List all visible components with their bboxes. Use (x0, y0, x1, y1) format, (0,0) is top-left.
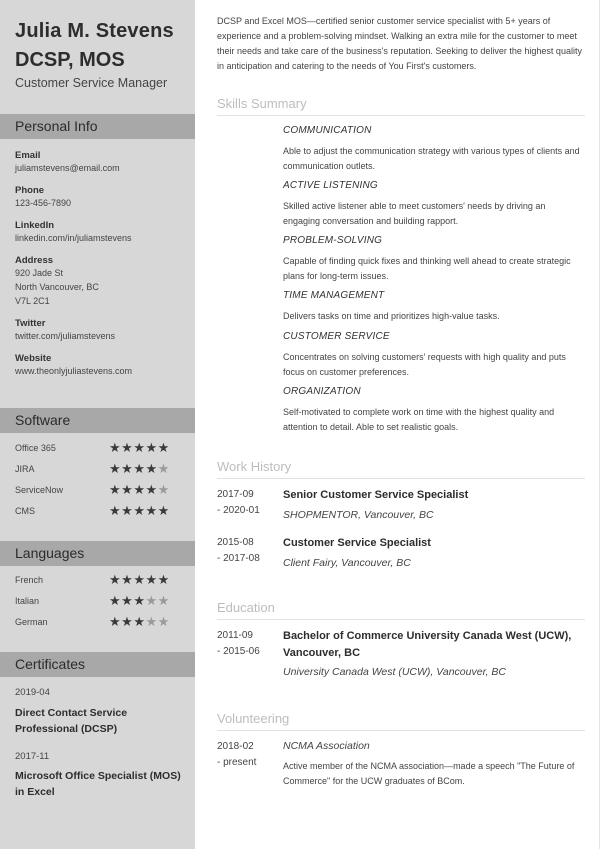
candidate-name: Julia M. Stevens (15, 20, 174, 42)
star-empty-icon: ★ (157, 461, 170, 476)
skill-name: TIME MANAGEMENT (283, 290, 385, 301)
star-filled-icon: ★ (133, 482, 146, 497)
language-name: Italian (15, 596, 40, 606)
skill-desc: Able to adjust the communication strategy with various types of clients and communication outlets. (283, 146, 580, 171)
address-label: Address (15, 255, 54, 266)
job-title: Senior Customer Service Specialist (283, 489, 469, 501)
star-filled-icon: ★ (133, 614, 146, 629)
software-name: CMS (15, 506, 35, 516)
language-name: French (15, 575, 44, 585)
star-filled-icon: ★ (109, 572, 122, 587)
star-rating (109, 483, 170, 496)
cert-name: Microsoft Office Specialist (MOS) in Excel (15, 770, 181, 798)
star-filled-icon: ★ (109, 614, 122, 629)
star-filled-icon: ★ (133, 593, 146, 608)
star-rating (109, 441, 170, 454)
software-name: JIRA (15, 464, 35, 474)
address-line3: V7L 2C1 (15, 296, 50, 306)
star-filled-icon: ★ (109, 503, 122, 518)
work-date-start: 2015-08 (217, 537, 254, 548)
website-label: Website (15, 353, 52, 364)
skill-desc: Skilled active listener able to meet customers' needs by driving an engaging conversation and building rapport. (283, 201, 546, 226)
star-filled-icon: ★ (157, 440, 170, 455)
phone-label: Phone (15, 185, 45, 196)
star-filled-icon: ★ (157, 503, 170, 518)
work-date-start: 2017-09 (217, 489, 254, 500)
job-role: Customer Service Manager (15, 76, 168, 90)
address-line1: 920 Jade St (15, 268, 64, 278)
skill-name: CUSTOMER SERVICE (283, 331, 390, 342)
star-filled-icon: ★ (121, 614, 134, 629)
star-filled-icon: ★ (133, 572, 146, 587)
software-heading: Software (0, 408, 195, 433)
skill-desc: Delivers tasks on time and prioritizes high-value tasks. (283, 311, 500, 321)
degree-title: Bachelor of Commerce University Canada West (UCW), Vancouver, BC (283, 630, 572, 659)
skill-desc: Concentrates on solving customers' requests with high quality and puts focus on customer preferences. (283, 352, 566, 377)
language-row (15, 573, 175, 587)
credentials: DCSP, MOS (15, 49, 125, 71)
skill-name: ORGANIZATION (283, 386, 361, 397)
school-name: University Canada West (UCW), Vancouver, BC (283, 666, 506, 678)
cert-name: Direct Contact Service Professional (DCSP) (15, 707, 128, 735)
work-date-end: - 2020-01 (217, 505, 260, 516)
software-name: ServiceNow (15, 485, 64, 495)
volunteering-heading: Volunteering (217, 711, 585, 731)
star-filled-icon: ★ (145, 461, 158, 476)
star-filled-icon: ★ (145, 440, 158, 455)
certificates-heading: Certificates (0, 652, 195, 677)
vol-date-end: - present (217, 757, 257, 768)
star-filled-icon: ★ (109, 482, 122, 497)
main-content (195, 0, 600, 849)
work-date-end: - 2017-08 (217, 553, 260, 564)
edu-date-start: 2011-09 (217, 630, 253, 641)
linkedin-value[interactable]: linkedin.com/in/juliamstevens (15, 233, 132, 243)
star-filled-icon: ★ (133, 503, 146, 518)
skill-desc: Capable of finding quick fixes and thinking well ahead to create strategic plans for long-term issues. (283, 256, 571, 281)
star-rating (109, 462, 170, 475)
star-filled-icon: ★ (109, 461, 122, 476)
company-name: Client Fairy, Vancouver, BC (283, 557, 411, 569)
skill-name: COMMUNICATION (283, 125, 372, 136)
star-rating (109, 504, 170, 517)
star-rating (109, 615, 170, 628)
language-name: German (15, 617, 48, 627)
skills-heading: Skills Summary (217, 96, 585, 116)
star-filled-icon: ★ (121, 482, 134, 497)
company-name: SHOPMENTOR, Vancouver, BC (283, 509, 434, 521)
language-row (15, 615, 175, 629)
twitter-value[interactable]: twitter.com/juliamstevens (15, 331, 116, 341)
email-value[interactable]: juliamstevens@email.com (15, 163, 120, 173)
star-filled-icon: ★ (109, 440, 122, 455)
skill-desc: Self-motivated to complete work on time with the highest quality and attention to detail. Able to set realistic goals. (283, 407, 555, 432)
software-row (15, 483, 175, 497)
linkedin-label: LinkedIn (15, 220, 55, 231)
language-row (15, 594, 175, 608)
software-name: Office 365 (15, 443, 56, 453)
email-label: Email (15, 150, 41, 161)
star-empty-icon: ★ (157, 614, 170, 629)
address-line2: North Vancouver, BC (15, 282, 99, 292)
star-rating (109, 573, 170, 586)
software-row (15, 441, 175, 455)
star-filled-icon: ★ (121, 572, 134, 587)
star-empty-icon: ★ (157, 482, 170, 497)
star-filled-icon: ★ (121, 440, 134, 455)
star-empty-icon: ★ (145, 614, 158, 629)
star-filled-icon: ★ (133, 461, 146, 476)
star-rating (109, 594, 170, 607)
twitter-label: Twitter (15, 318, 46, 329)
star-filled-icon: ★ (133, 440, 146, 455)
education-heading: Education (217, 600, 585, 620)
languages-heading: Languages (0, 541, 195, 566)
profile-summary: DCSP and Excel MOS—certified senior customer service specialist with 5+ years of experience and a problem-solving mindset. Walking an extra mile for the customer to meet their needs and take care of the business's reputation. Seeking to deliver the highest quality in anticipation and catering to the needs of You First's customers. (217, 16, 582, 71)
phone-value: 123-456-7890 (15, 198, 72, 208)
sidebar (0, 0, 195, 849)
skill-name: PROBLEM-SOLVING (283, 235, 383, 246)
personal-info-heading: Personal Info (0, 114, 195, 139)
star-filled-icon: ★ (121, 461, 134, 476)
vol-description: Active member of the NCMA association—made a speech "The Future of Commerce" for the UCW graduates of BCom. (283, 761, 575, 786)
edu-date-end: - 2015-06 (217, 646, 260, 657)
vol-date-start: 2018-02 (217, 741, 254, 752)
software-row (15, 462, 175, 476)
star-filled-icon: ★ (121, 503, 134, 518)
star-empty-icon: ★ (157, 593, 170, 608)
job-title: Customer Service Specialist (283, 537, 431, 549)
work-history-heading: Work History (217, 459, 585, 479)
star-filled-icon: ★ (145, 572, 158, 587)
cert-date: 2019-04 (15, 687, 50, 698)
software-row (15, 504, 175, 518)
vol-organization: NCMA Association (283, 740, 370, 752)
cert-date: 2017-11 (15, 751, 50, 762)
star-filled-icon: ★ (109, 593, 122, 608)
star-filled-icon: ★ (157, 572, 170, 587)
star-empty-icon: ★ (145, 593, 158, 608)
website-value[interactable]: www.theonlyjuliastevens.com (15, 366, 133, 376)
skill-name: ACTIVE LISTENING (283, 180, 378, 191)
star-filled-icon: ★ (145, 482, 158, 497)
star-filled-icon: ★ (145, 503, 158, 518)
star-filled-icon: ★ (121, 593, 134, 608)
